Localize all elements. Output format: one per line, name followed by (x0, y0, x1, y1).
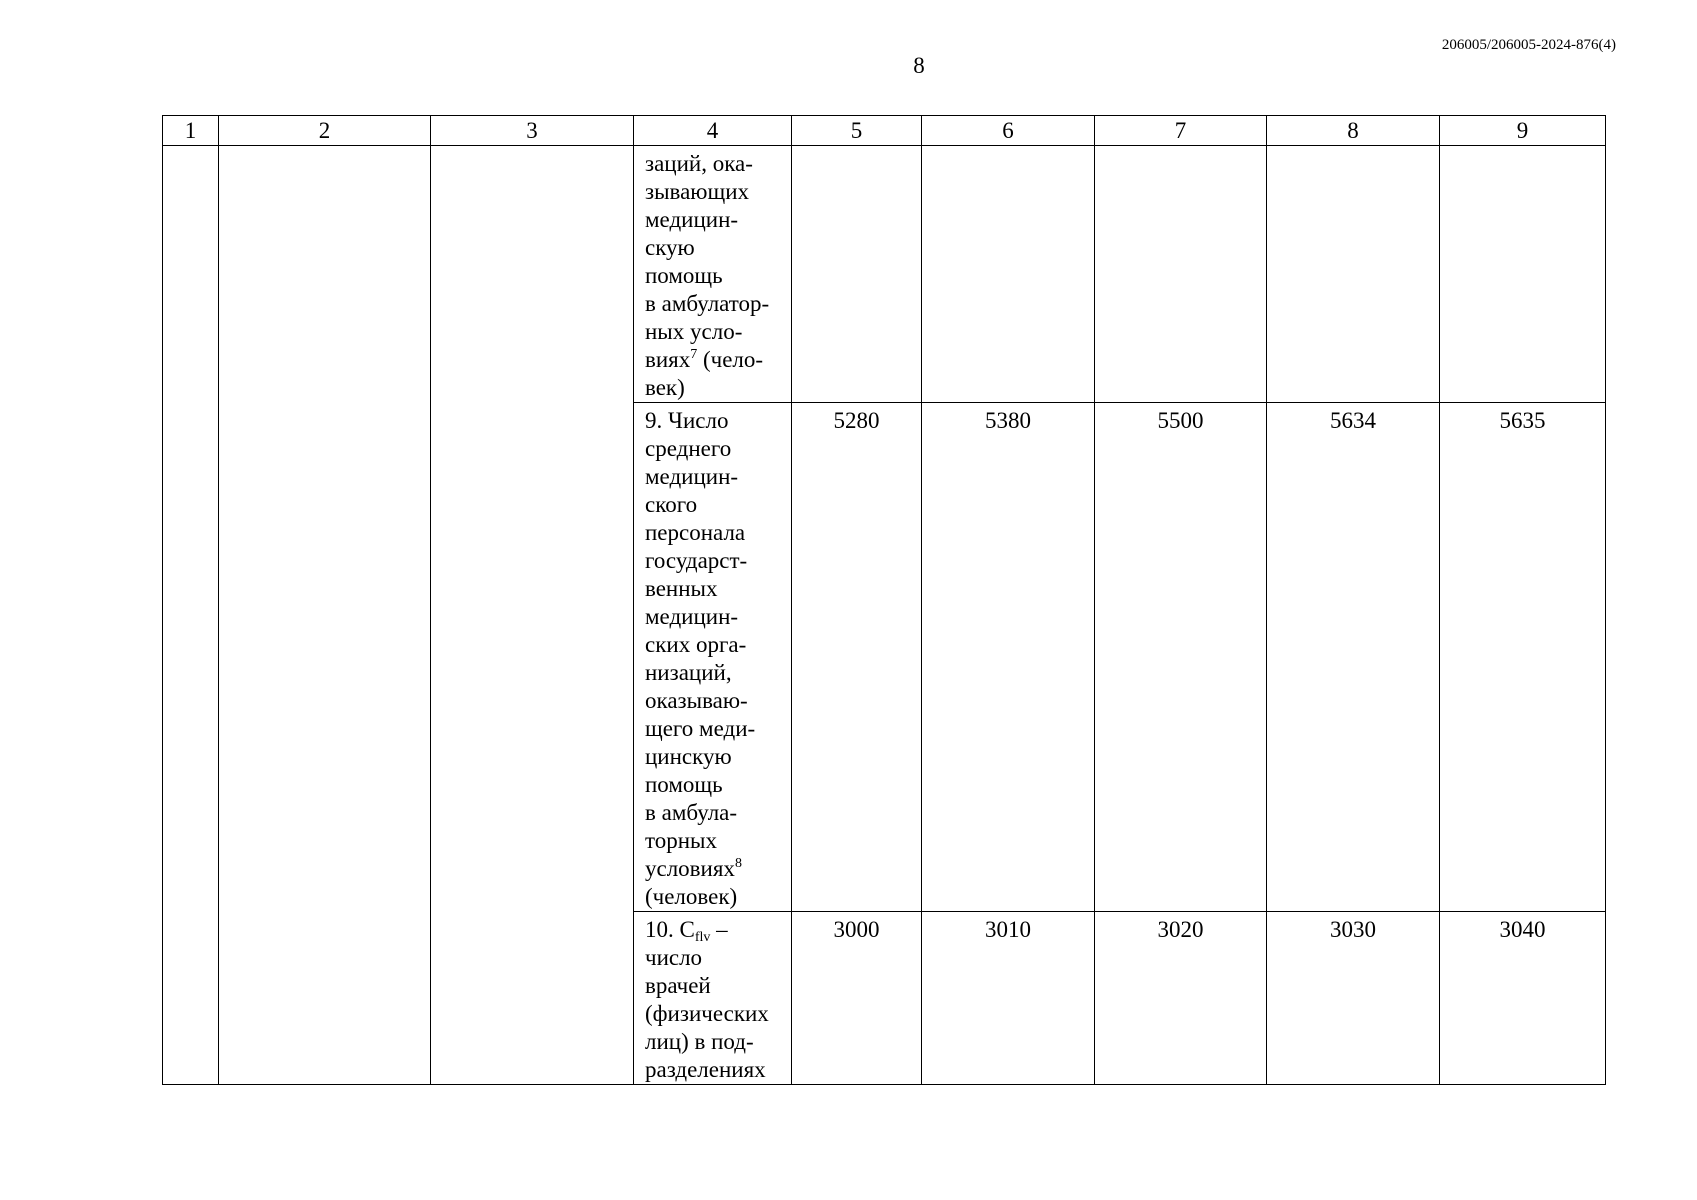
value-cell: 5635 (1440, 403, 1606, 912)
value-cell (1267, 146, 1440, 403)
column-header: 4 (634, 116, 792, 146)
value-cell: 5280 (792, 403, 922, 912)
column-header: 6 (922, 116, 1095, 146)
column-header: 3 (431, 116, 634, 146)
indicator-cell: 9. Число среднего медицин- ского персонала государст- венных медицин- ских орга- низаций, оказываю- щего меди- цинскую помощь в амбула- торных условиях$^8$ (человек) (634, 403, 792, 912)
column-header: 1 (163, 116, 219, 146)
value-cell: 3040 (1440, 912, 1606, 1085)
column-header: 9 (1440, 116, 1606, 146)
empty-cell (163, 146, 219, 1085)
empty-cell (219, 146, 431, 1085)
value-cell (792, 146, 922, 403)
indicator-cell: 10. $C_{flv}$ – число врачей (физических лиц) в под- разделениях (634, 912, 792, 1085)
value-cell: 3010 (922, 912, 1095, 1085)
value-cell: 5500 (1095, 403, 1267, 912)
document-id: 206005/206005-2024-876(4) (1441, 37, 1616, 53)
value-cell: 5634 (1267, 403, 1440, 912)
footnote-marker: 7 (690, 347, 698, 362)
column-header: 7 (1095, 116, 1267, 146)
column-number-row (163, 116, 1606, 146)
column-header: 5 (792, 116, 922, 146)
footnote-marker: 8 (734, 856, 742, 871)
value-cell (1095, 146, 1267, 403)
data-table (162, 115, 1606, 1085)
column-header: 2 (219, 116, 431, 146)
value-cell: 3030 (1267, 912, 1440, 1085)
column-header: 8 (1267, 116, 1440, 146)
subscript: flv (694, 930, 711, 945)
value-cell (1440, 146, 1606, 403)
value-cell: 5380 (922, 403, 1095, 912)
page-number: 8 (913, 53, 925, 78)
table-row (163, 146, 1606, 403)
value-cell (922, 146, 1095, 403)
empty-cell (431, 146, 634, 1085)
value-cell: 3020 (1095, 912, 1267, 1085)
indicator-cell: заций, ока- зывающих медицин- скую помощь в амбулатор- ных усло- виях$^7$ (чело- век) (634, 146, 792, 403)
value-cell: 3000 (792, 912, 922, 1085)
